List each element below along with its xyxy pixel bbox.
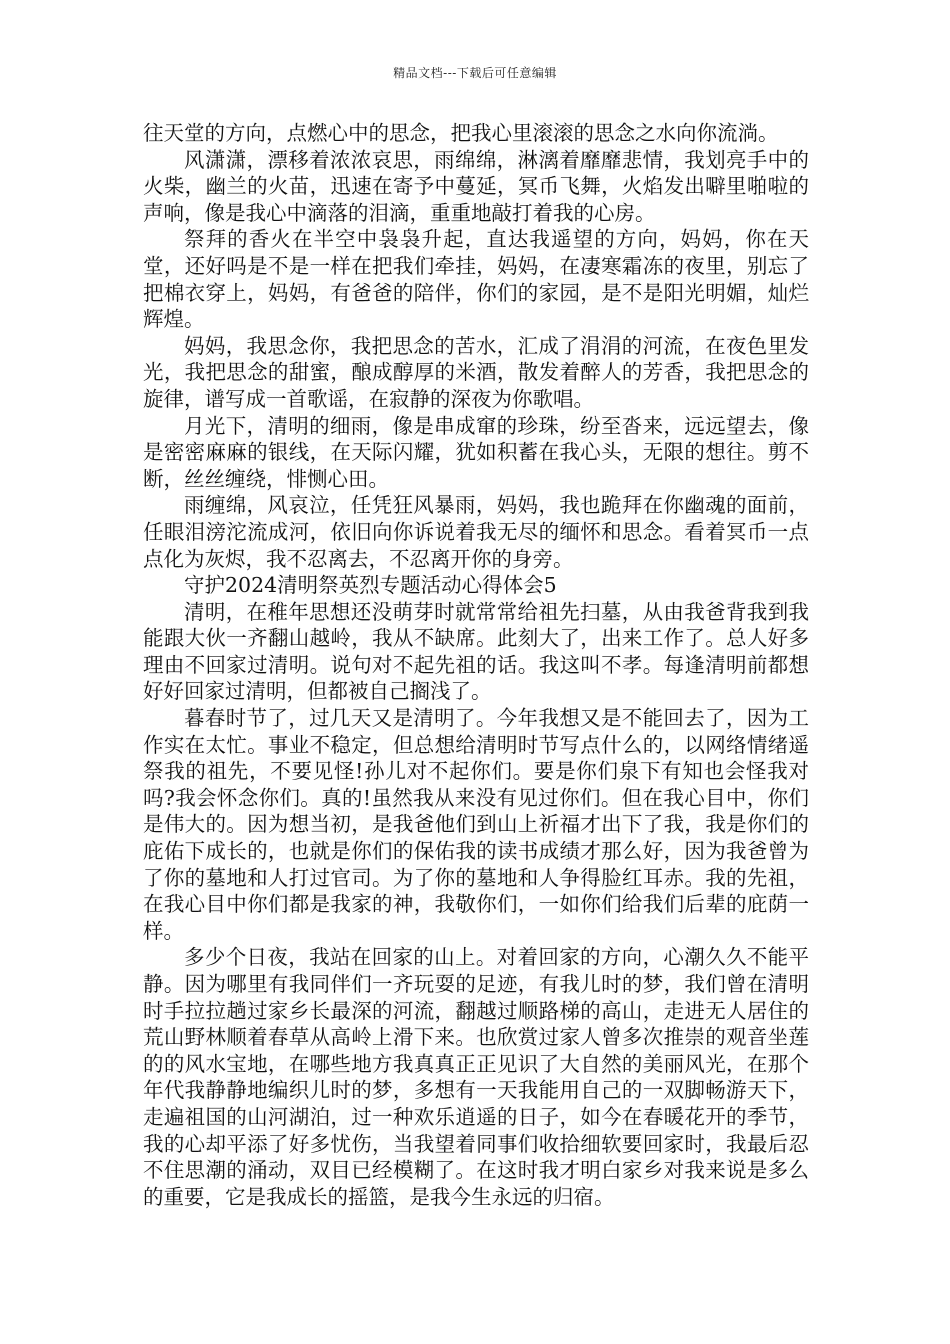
paragraph: 风潇潇，漂移着浓浓哀思，雨绵绵，淋漓着靡靡悲情，我划亮手中的火柴，幽兰的火苗，迅速在寄予中蔓延，冥币飞舞，火焰发出噼里啪啦的声响，像是我心中滴落的泪滴，重重地敲打着我的心房。 (143, 147, 809, 225)
paragraph: 暮春时节了，过几天又是清明了。今年我想又是不能回去了，因为工作实在太忙。事业不稳定，但总想给清明时节写点什么的，以网络情绪遥祭我的祖先，不要见怪!孙儿对不起你们。要是你们泉下有知也会怪我对吗?我会怀念你们。真的!虽然我从来没有见过你们。但在我心目中，你们是伟大的。因为想当初，是我爸他们到山上祈福才出下了我，我是你们的庇佑下成长的，也就是你们的保佑我的读书成绩才那么好，因为我爸曾为了你的墓地和人打过官司。为了你的墓地和人争得脸红耳赤。我的先祖，在我心目中你们都是我家的神，我敬你们，一如你们给我们后辈的庇荫一样。 (143, 706, 809, 943)
paragraph: 多少个日夜，我站在回家的山上。对着回家的方向，心潮久久不能平静。因为哪里有我同伴们一齐玩耍的足迹，有我儿时的梦，我们曾在清明时手拉拉趟过家乡长最深的河流，翻越过顺路梯的高山，走进无人居住的荒山野林顺着春草从高岭上滑下来。也欣赏过家人曾多次推崇的观音坐莲的的风水宝地，在哪些地方我真真正正见识了大自然的美丽风光，在那个年代我静静地编织儿时的梦，多想有一天我能用自己的一双脚畅游天下，走遍祖国的山河湖泊，过一种欢乐逍遥的日子，如今在春暖花开的季节，我的心却平添了好多忧伤，当我望着同事们收拾细软要回家时，我最后忍不住思潮的涌动，双目已经模糊了。在这时我才明白家乡对我来说是多么的重要，它是我成长的摇篮，是我今生永远的归宿。 (143, 945, 809, 1209)
paragraph: 妈妈，我思念你，我把思念的苦水，汇成了涓涓的河流，在夜色里发光，我把思念的甜蜜，酿成醇厚的米酒，散发着醉人的芳香，我把思念的旋律，谱写成一首歌谣，在寂静的深夜为你歌唱。 (143, 333, 809, 411)
page-header: 精品文档---下载后可任意编辑 (393, 66, 557, 80)
paragraph: 清明，在稚年思想还没萌芽时就常常给祖先扫墓，从由我爸背我到我能跟大伙一齐翻山越岭，我从不缺席。此刻大了，出来工作了。总人好多理由不回家过清明。说句对不起先祖的话。我这叫不孝。每逢清明前都想好好回家过清明，但都被自己搁浅了。 (143, 599, 809, 704)
document-body (143, 120, 809, 1210)
paragraph: 祭拜的香火在半空中袅袅升起，直达我遥望的方向，妈妈，你在天堂，还好吗是不是一样在把我们牵挂，妈妈，在凄寒霜冻的夜里，别忘了把棉衣穿上，妈妈，有爸爸的陪伴，你们的家园，是不是阳光明媚，灿烂辉煌。 (143, 227, 809, 332)
section-title: 守护2024清明祭英烈专题活动心得体会5 (184, 573, 557, 598)
paragraph: 往天堂的方向，点燃心中的思念，把我心里滚滚的思念之水向你流淌。 (143, 121, 779, 145)
paragraph: 雨缠绵，风哀泣，任凭狂风暴雨，妈妈，我也跪拜在你幽魂的面前，任眼泪滂沱流成河，依旧向你诉说着我无尽的缅怀和思念。看着冥币一点点化为灰烬，我不忍离去，不忍离开你的身旁。 (143, 493, 809, 571)
paragraph: 月光下，清明的细雨，像是串成窜的珍珠，纷至沓来，远远望去，像是密密麻麻的银线，在天际闪耀，犹如积蓄在我心头，无限的想往。剪不断，丝丝缠绕，悱恻心田。 (143, 413, 809, 491)
